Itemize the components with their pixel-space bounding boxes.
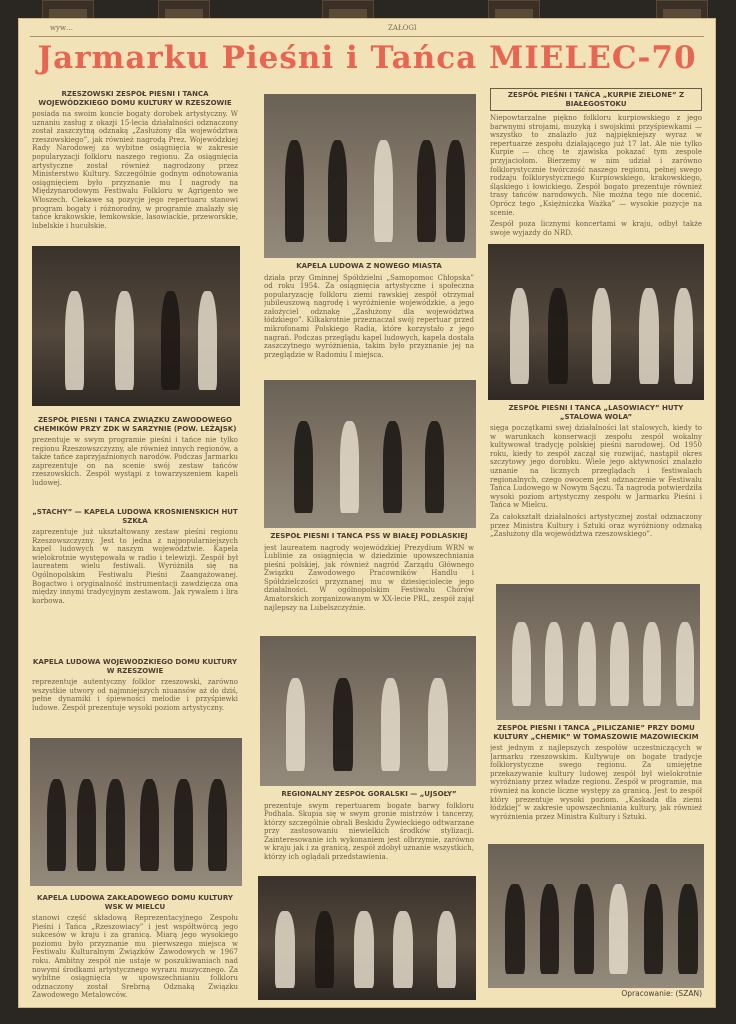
photo-outdoor-dancers [496, 584, 700, 720]
page-title: Jarmarku Pieśni i Tańca MIELEC-70 [37, 40, 697, 76]
article-text: jest laureatem nagrody wojewódzkiej Prezydium WRN w Lublinie za osiągnięcia w dziedzinie upowszechniania pieśni polskiej, jak również nagród Zarządu Głównego Związku Zawodowego Pracowników Handlu i Spółdzielczości przyznanej mu w dziesięciolecie jego działalności. W ogólnopolskim Festiwalu Chórów Amatorskich zorganizowanym w XX-lecie PRL, zespół zajął najlepszy na Lubelszczyźnie. [264, 543, 474, 612]
article-ujsoly [264, 790, 474, 872]
header-rule [30, 36, 704, 37]
article-title: KAPELA LUDOWA WOJEWÓDZKIEGO DOMU KULTURY W RZESZOWIE [32, 658, 238, 675]
article-text: Za całokształt działalności artystycznej został odznaczony przez Ministra Kultury i Sztuki oraz wyróżniony odznaką „Zasłużony dla województwa rzeszowskiego”. [490, 512, 702, 539]
article-kapela-wdk [32, 658, 238, 724]
photo-dancers-2 [260, 636, 476, 786]
article-sarzyna [32, 416, 238, 506]
article-title: RZESZOWSKI ZESPÓŁ PIEŚNI I TAŃCA WOJEWÓDZKIEGO DOMU KULTURY W RZESZOWIE [38, 90, 232, 107]
article-title: ZESPÓŁ PIEŚNI I TAŃCA „LASOWIACY” HUTY „STALOWA WOLA” [508, 404, 684, 421]
newspaper-page [18, 18, 716, 1008]
article-text: prezentuje w swym programie pieśni i tańce nie tylko regionu Rzeszowszczyzny, ale również innych regionów, a także tańce zaprzyjaźnionych narodów. Podczas Jarmarku zaprezentuje on na scenie swój zestaw tańców rzeszowskich. Zespół wystąpi z towarzyszeniem kapeli ludowej. [32, 436, 238, 487]
article-title: „STACHY” — KAPELA LUDOWA KROŚNIEŃSKICH HUT SZKŁA [32, 508, 238, 525]
photo-kapela-nowe-miasto [264, 94, 476, 258]
photo-dancers-1 [32, 246, 240, 406]
page-header [30, 24, 704, 36]
article-title: KAPELA LUDOWA Z NOWEGO MIASTA [296, 262, 442, 270]
article-text: reprezentuje autentyczny folklor rzeszowski, zarówno wszystkie utwory od najmniejszych niuansów aż do dziś, pełne dynamiki i śpiewności melodie i przyśpiewki ludowe. Zespół prezentuje wysoki poziom artystyczny. [32, 678, 238, 712]
article-title: ZESPÓŁ PIEŚNI I TAŃCA ZWIĄZKU ZAWODOWEGO CHEMIKÓW PRZY ZDK W SARZYNIE (POW. LEŻAJSK) [33, 416, 237, 433]
header-left-tab: wyw… [50, 24, 73, 32]
photo-pss-biala [264, 380, 476, 528]
article-text: posiada na swoim koncie bogaty dorobek artystyczny. W uznaniu zasług z okazji 15-lecia działalności odznaczony został zaszczytną odznaką „Zasłużony dla województwa rzeszowskiego”, jak również nagrodą Prez. Wojewódzkiej Rady Narodowej za wybitne osiągnięcia w zakresie popularyzacji folkloru naszego regionu. Za osiągnięcia artystyczne został również nagrodzony przez Ministerstwo Kultury. Szczególnie godnym odnotowania osiągnięciem było przyznanie mu I nagrody na Międzynarodowym Festiwalu Folkloru w Agrigento we Włoszech. Ciekawe są pozycje jego repertuaru stanowi program bogaty i różnorodny, w programie znalazły się tańce krakowskie, łemkowskie, lasowiackie, przeworskie, lubelskie i hucułskie. [32, 110, 238, 230]
article-text: stanowi część składową Reprezentacyjnego Zespołu Pieśni i Tańca „Rzeszowiacy” i jest współtwórcą jego sukcesów w kraju i za granicą. Miarą jego wysokiego poziomu było przyznanie mu pierwszego miejsca w Festiwalu Kulturalnym Związków Zawodowych w 1967 roku. Ambitny zespół nie ustaje w poszukiwaniach nad nowymi środkami artystycznego wyrazu muzycznego. Za wybitne osiągnięcia w upowszechnianiu folkloru odznaczony został Srebrną Odznaką Związku Zawodowego Metalowców. [32, 914, 238, 1000]
article-text: jest jednym z najlepszych zespołów uczestniczących w Jarmarku rzeszowskim. Kultywuje on bogate tradycje folklorystyczne swego regionu. Za umiejętne przekazywanie kultury ludowej zespół był wielokrotnie wyróżniany przez władze regionu. Zespół w programie, ma również na koncie liczne występy za granicą. Jest to zespół który prezentuje wysoki poziom. „Kaskada dla ziemi łódzkiej” w zakresie upowszechniania kultury, jak również wyróżnienia przez Ministra Kultury i Sztuki. [490, 744, 702, 821]
photo-dancers-3 [258, 876, 476, 1000]
article-text: Zespół poza licznymi koncertami w kraju, odbył także swoje wyjazdy do NRD. [490, 220, 702, 237]
article-title: KAPELA LUDOWA ZAKŁADOWEGO DOMU KULTURY WSK W MIELCU [37, 894, 233, 911]
article-piliczanie [490, 724, 702, 842]
article-stachy [32, 508, 238, 642]
header-center-tab: ZAŁOGI [388, 24, 417, 32]
article-text: zaprezentuje już ukształtowany zestaw pieśni regionu Rzeszowszczyzny. Jest to jedna z najpopularniejszych kapel ludowych w naszym województwie. Kapela wielokrotnie występowała w radio i telewizji. Zespół był laureatem wielu festiwali. Wyróżniła się na Ogólnopolskim Festiwalu Pieśni Zaangażowanej. Bogactwo i oryginalność instrumentacji zawdzięcza ona między innymi tradycyjnym zestawom. Jak rywalem i lira korbowa. [32, 528, 238, 605]
article-text: prezentuje swym repertuarem bogate barwy folkloru Podhala. Skupia się w swym gronie mistrzów i tancerzy, którzy szczególnie obrali Beskidu Żywieckiego odtwarzane przy zastosowaniu niewielkich środków stylizacji. Zainteresowanie ich wykonaniem jest olbrzymie, zarówno w kraju jak i za granicą, zespół zdobył uznanie wszystkich, którzy ich oglądali przedstawienia. [264, 801, 474, 862]
article-nowe-miasto [264, 262, 474, 372]
article-lasowiacy [490, 404, 702, 580]
photo-musicians [488, 844, 704, 988]
article-wsk-mielec [32, 894, 238, 1004]
article-text: sięga początkami swej działalności lat stalowych, kiedy to w warunkach konserwacji zespołu zespół wokalny kultywował tradycję polskiej pieśni narodowej. Od 1950 roku, kiedy to zespół zaczął się rozwijać, nastąpił okres szczytowy jego dorobku. Wiele jego aktywności znalazło uznanie na licznych przeglądach i festiwalach regionalnych, czego owocem jest odznaczenie w Festiwalu Tańca Ludowego w Nowym Sączu. Ta nagroda potwierdziła wysoki poziom artystyczny zespołu w Jarmarku Pieśni i Tańca w Mielcu. [490, 424, 702, 510]
article-title: ZESPÓŁ PIEŚNI I TAŃCA „KURPIE ZIELONE” Z BIAŁEGOSTOKU [490, 88, 702, 111]
article-title: ZESPÓŁ PIEŚNI I TAŃCA PSS W BIAŁEJ PODLASKIEJ [270, 532, 468, 540]
article-text: działa przy Gminnej Spółdzielni „Samopomoc Chłopska” od roku 1954. Za osiągnięcia artystyczne i społeczna popularyzację folkloru ziemi rawskiej zespół otrzymał jubileuszową nagrodę i wyróżnienie wojewódzkie, a jego założyciel odznakę „Zasłużony dla województwa łódzkiego”. Kilkakrotnie przeznaczał swój repertuar przed mikrofonami Polskiego Radia, które korzystało z jego nagrań. Podczas przeglądu kapel ludowych, kapela dostała zaszczytnego wyróżnienia, takim było przyznanie jej na przeglądzie w Radomiu I miejsca. [264, 273, 474, 359]
article-text: Niepowtarzalne piękno folkloru kurpiowskiego z jego barwnymi strojami, muzyką i swojskimi przyśpiewkami — wszystko to znalazło już najpiękniejszy wyraz w repertuarze zespołu działającego już 17 lat. Ale nie tylko Kurpie — chcę te zjawiska pokazać tym zespole przyjaciołom. Bierzemy w nim udział i zarówno folklorystycznie twórczość naszego regionu, pełnej swego rodzaju folklorystycznego Kurpiowskiego, krakowskiego, śląskiego i łowickiego. Zespół bogato prezentuje również trasy tańców narodowych. Nie można tego nie docenić. Oprócz tego „Księżniczka Ważka” — wysokie pozycje na scenie. [490, 114, 702, 217]
photo-band [30, 738, 242, 886]
article-biala-podlaska [264, 532, 474, 634]
article-title: ZESPÓŁ PIEŚNI I TAŃCA „PILICZANIE” PRZY DOMU KULTURY „CHEMIK” W TOMASZOWIE MAZOWIECKIM [493, 724, 699, 741]
article-kurpie [490, 88, 702, 240]
article-rzeszowski [32, 90, 238, 250]
article-title: REGIONALNY ZESPÓŁ GÓRALSKI — „UJSOŁY” [281, 790, 457, 798]
author-credit: Opracowanie: (SZAN) [621, 989, 702, 998]
photo-kurpie-dancers [488, 244, 704, 400]
